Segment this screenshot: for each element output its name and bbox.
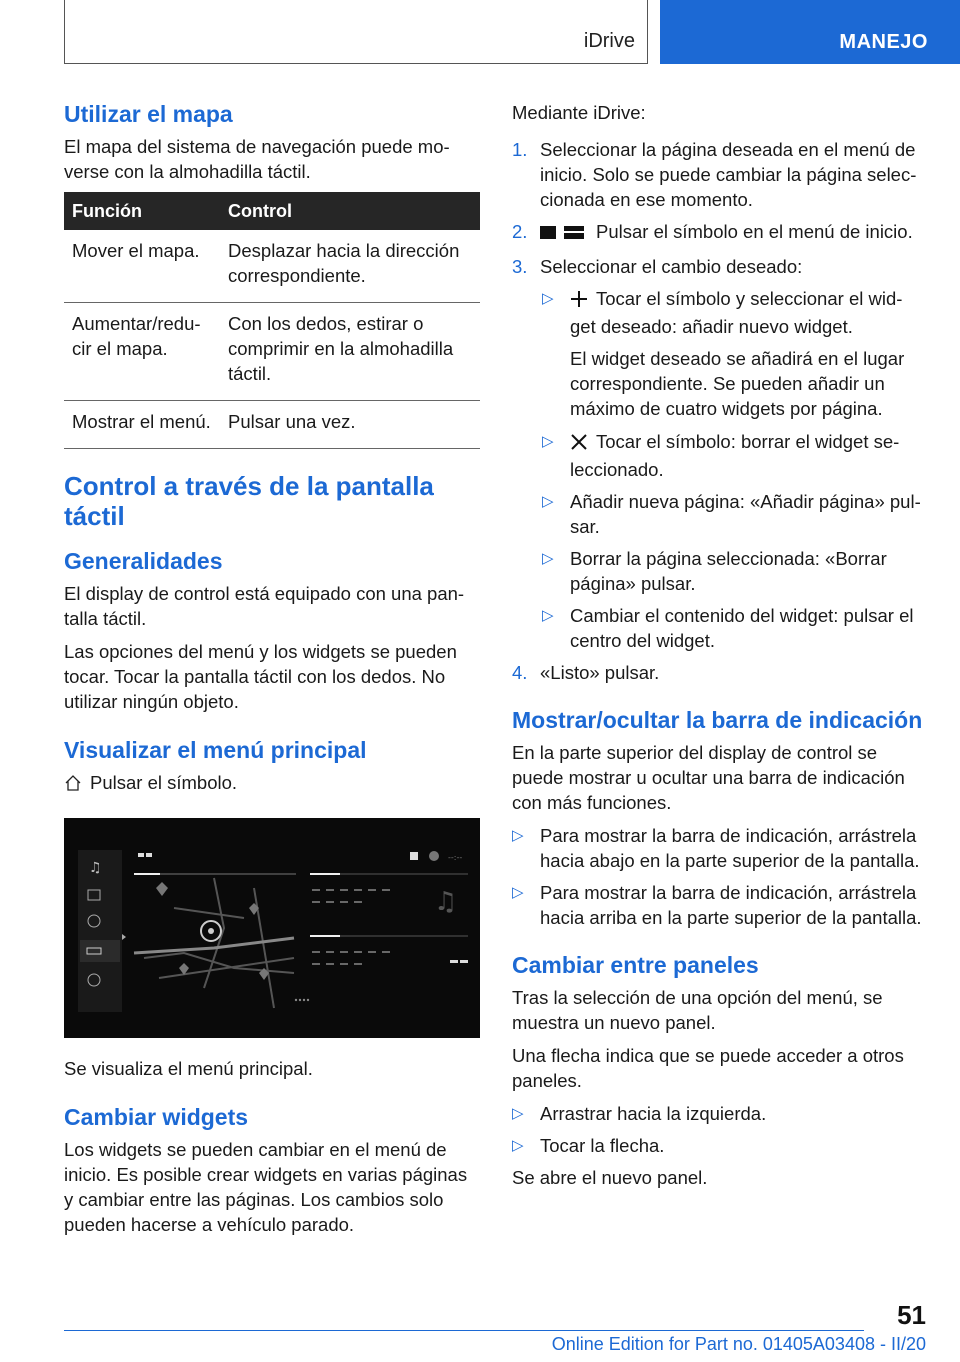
sub-item-text: Tocar el símbolo y seleccionar el wid-get deseado: añadir nuevo widget. <box>570 288 903 337</box>
triangle-bullet-icon: ▷ <box>542 550 554 567</box>
plus-icon <box>570 289 588 314</box>
heading-utilizar-mapa: Utilizar el mapa <box>64 101 233 127</box>
heading-cambiar-widgets: Cambiar widgets <box>64 1104 249 1130</box>
step-text: Seleccionar el cambio deseado: <box>540 256 803 277</box>
sub-list-item <box>512 546 926 596</box>
chapter-title: MANEJO <box>839 31 928 53</box>
right-column <box>512 100 926 1198</box>
footer-divider <box>64 1330 864 1331</box>
paragraph-paneles-2: Una flecha indica que se puede acceder a otros paneles. <box>512 1045 904 1091</box>
paragraph-intro: Mediante iDrive: <box>512 102 646 123</box>
heading-menu-principal: Visualizar el menú principal <box>64 737 367 763</box>
sub-item-text: Añadir nueva página: «Añadir página» pul-sar. <box>570 491 921 537</box>
left-column <box>64 100 480 1245</box>
heading-generalidades: Generalidades <box>64 548 223 574</box>
footer-edition: Online Edition for Part no. 01405A03408 - II/20 <box>551 1334 926 1354</box>
paragraph-paneles-3: Se abre el nuevo panel. <box>512 1167 708 1188</box>
heading-cambiar-paneles: Cambiar entre paneles <box>512 952 759 978</box>
widget-edit-icon <box>540 222 588 247</box>
sub-item-text: Borrar la página seleccionada: «Borrar página» pulsar. <box>570 548 887 594</box>
list-item-text: Tocar la flecha. <box>540 1135 665 1156</box>
header-section: iDrive <box>583 30 635 52</box>
step-text: «Listo» pulsar. <box>540 662 660 683</box>
header-box <box>64 0 648 64</box>
list-item-text: Para mostrar la barra de indicación, arrástrela hacia arriba en la parte superior de la pantalla. <box>540 882 922 928</box>
table-row <box>64 401 480 449</box>
step-number: 3. <box>512 256 528 277</box>
step-number: 2. <box>512 221 528 242</box>
triangle-bullet-icon: ▷ <box>512 827 524 844</box>
triangle-bullet-icon: ▷ <box>542 493 554 510</box>
sub-item-note: El widget deseado se añadirá en el lugar correspondiente. Se pueden añadir un máximo de cuatro widgets por página. <box>570 348 905 419</box>
sub-item-text: Tocar el símbolo: borrar el widget se-leccionado. <box>570 431 900 480</box>
table-cell: Mostrar el menú. <box>64 401 220 449</box>
list-item-text: Para mostrar la barra de indicación, arrástrela hacia abajo en la parte superior de la pantalla. <box>540 825 920 871</box>
table-cell: Aumentar/redu-cir el mapa. <box>64 303 220 401</box>
list-item <box>512 880 926 930</box>
step-number: 4. <box>512 662 528 683</box>
page-number: 51 <box>897 1300 926 1330</box>
triangle-bullet-icon: ▷ <box>542 433 554 450</box>
step-text: Seleccionar la página deseada en el menú de inicio. Solo se puede cambiar la página selec-cionada en ese momento. <box>540 139 917 210</box>
list-item <box>512 254 926 279</box>
list-item <box>512 1101 926 1126</box>
sub-list-item <box>512 286 926 339</box>
list-item-text: Arrastrar hacia la izquierda. <box>540 1103 767 1124</box>
table-cell: Mover el mapa. <box>64 230 220 303</box>
triangle-bullet-icon: ▷ <box>542 607 554 624</box>
step-number: 1. <box>512 139 528 160</box>
list-item <box>512 660 926 685</box>
heading-barra-indicacion: Mostrar/ocultar la barra de indicación <box>512 707 923 733</box>
heading-control-pantalla: Control a través de la pantalla táctil <box>64 471 434 531</box>
list-item <box>512 823 926 873</box>
triangle-bullet-icon: ▷ <box>512 1137 524 1154</box>
sub-item-text: Cambiar el contenido del widget: pulsar el centro del widget. <box>570 605 914 651</box>
sub-list-item <box>512 429 926 482</box>
sub-list-item <box>512 489 926 539</box>
triangle-bullet-icon: ▷ <box>542 290 554 307</box>
table-cell: Con los dedos, estirar o comprimir en la almohadilla táctil. <box>220 303 480 401</box>
paragraph-paneles-1: Tras la selección de una opción del menú, se muestra un nuevo panel. <box>512 987 883 1033</box>
table-cell: Desplazar hacia la dirección correspondiente. <box>220 230 480 303</box>
close-icon <box>570 432 588 457</box>
table-row <box>64 303 480 401</box>
sub-list-item <box>512 603 926 653</box>
table-header-funcion: Función <box>64 192 220 230</box>
paragraph-menu-visible: Se visualiza el menú principal. <box>64 1058 313 1079</box>
svg-text:--:--: --:-- <box>448 853 463 862</box>
chapter-tab <box>660 0 960 64</box>
paragraph-widgets: Los widgets se pueden cambiar en el menú de inicio. Es posible crear widgets en varias páginas y cambiar entre las páginas. Los cambios solo pueden hacerse a vehículo parado. <box>64 1139 468 1235</box>
menu-symbol-text: Pulsar el símbolo. <box>90 772 238 793</box>
list-item <box>512 219 926 247</box>
table-row <box>64 230 480 303</box>
paragraph-generalidades-2: Las opciones del menú y los widgets se pueden tocar. Tocar la pantalla táctil con los dedos. No utilizar ningún objeto. <box>64 641 457 712</box>
home-icon <box>64 773 82 798</box>
function-table <box>64 192 480 449</box>
control-display-screenshot <box>64 818 480 1038</box>
list-item <box>512 1133 926 1158</box>
table-cell: Pulsar una vez. <box>220 401 480 449</box>
step-text: Pulsar el símbolo en el menú de inicio. <box>596 221 913 242</box>
paragraph-generalidades-1: El display de control está equipado con una pan-talla táctil. <box>64 583 465 629</box>
paragraph-barra: En la parte superior del display de control se puede mostrar u ocultar una barra de indicación con más funciones. <box>512 742 905 813</box>
list-item <box>512 137 926 212</box>
table-header-control: Control <box>220 192 480 230</box>
svg-text:♫: ♫ <box>89 860 102 876</box>
paragraph-mapa: El mapa del sistema de navegación puede mo-verse con la almohadilla táctil. <box>64 136 450 182</box>
triangle-bullet-icon: ▷ <box>512 884 524 901</box>
svg-text:♫: ♫ <box>434 887 458 917</box>
triangle-bullet-icon: ▷ <box>512 1105 524 1122</box>
